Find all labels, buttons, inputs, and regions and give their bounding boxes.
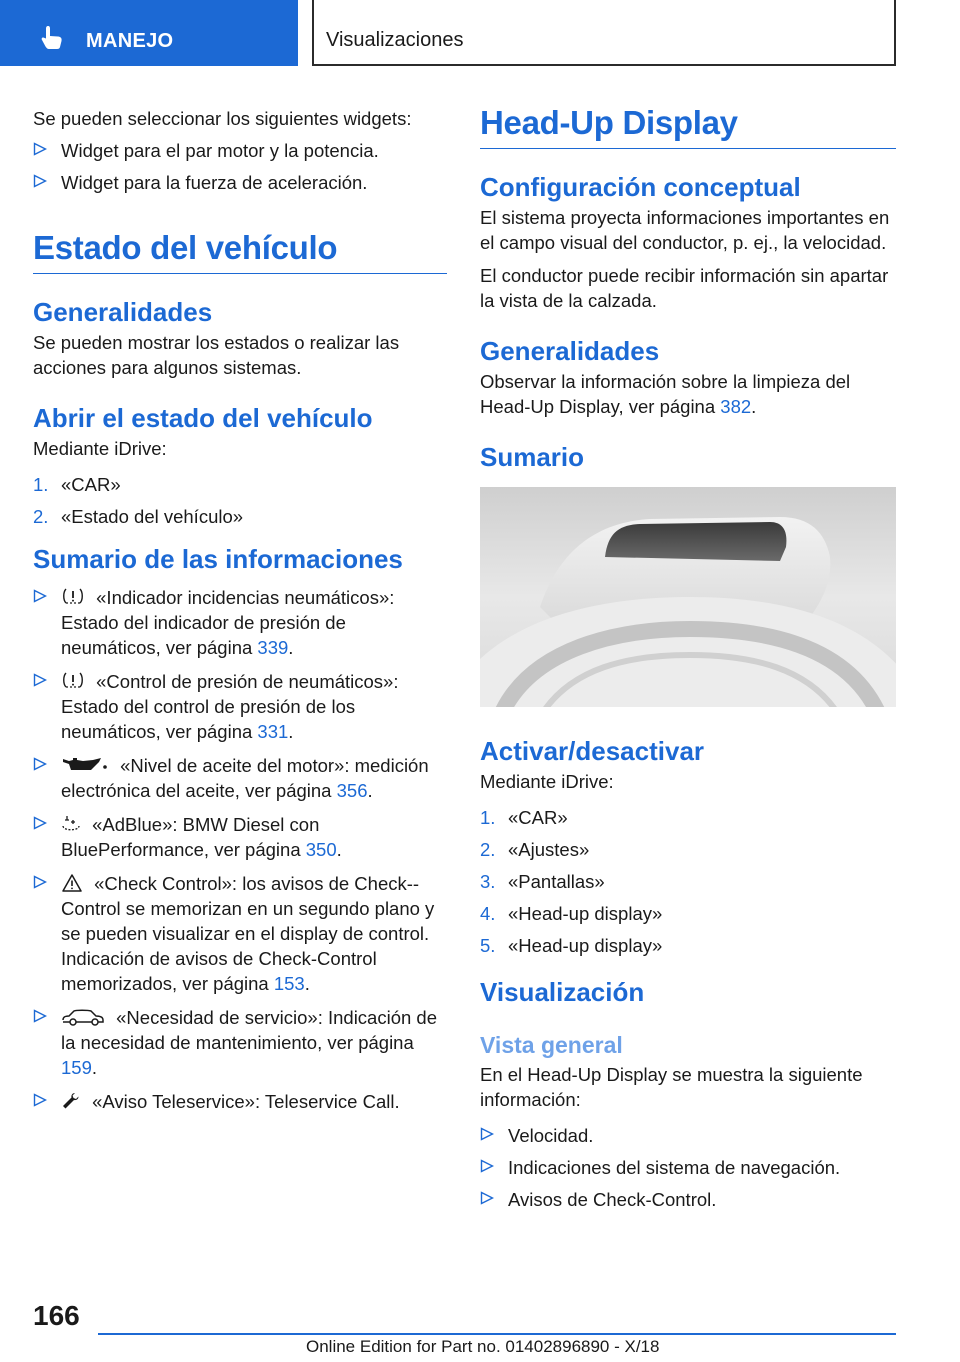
overview-item-text: Velocidad. xyxy=(508,1125,594,1146)
wrench-icon xyxy=(61,1091,81,1111)
step-text: «Ajustes» xyxy=(508,839,590,860)
info-text: «Check Control»: los avisos de Check--Control se memorizan en un segundo plano y se pueden visualizar en el display de control. Indicación de avisos de Check-Control memorizados, ver página xyxy=(61,873,435,994)
triangle-bullet-icon xyxy=(33,816,47,830)
step-number: 1. xyxy=(480,807,496,828)
heading-general: Generalidades xyxy=(33,297,213,327)
list-item xyxy=(33,170,447,195)
footer-divider xyxy=(98,1333,896,1335)
head-up-display-photo xyxy=(480,487,896,707)
list-item xyxy=(480,1123,896,1148)
list-item: «Nivel de aceite del motor»: medición electrónica del aceite, ver página 356. xyxy=(33,753,447,803)
step-text: «CAR» xyxy=(61,474,121,495)
page-link[interactable]: 350 xyxy=(305,839,337,860)
widget-text: Widget para la fuerza de aceleración. xyxy=(61,172,368,193)
heading-summary: Sumario xyxy=(480,442,585,472)
step-number: 5. xyxy=(480,935,496,956)
triangle-bullet-icon xyxy=(33,1093,47,1107)
triangle-bullet-icon xyxy=(33,757,47,771)
tire-pressure-control-icon xyxy=(61,671,85,691)
heading-activate: Activar/desactivar xyxy=(480,736,705,766)
step-text: «Head-up display» xyxy=(508,935,663,956)
heading-overview: Vista general xyxy=(480,1032,623,1058)
info-text: «AdBlue»: BMW Diesel con BluePerformance, ver página xyxy=(61,814,320,860)
chapter-tab[interactable] xyxy=(312,0,896,66)
heading-general: Generalidades xyxy=(480,336,660,366)
info-text: «Nivel de aceite del motor»: medición electrónica del aceite, ver página xyxy=(61,755,429,801)
step-text: «CAR» xyxy=(508,807,568,828)
info-text: «Necesidad de servicio»: Indicación de la necesidad de mantenimiento, ver página xyxy=(61,1007,437,1053)
page-link[interactable]: 159 xyxy=(61,1057,92,1078)
step-item xyxy=(480,933,896,958)
page-link[interactable]: 339 xyxy=(257,637,289,658)
activate-text: Mediante iDrive: xyxy=(480,771,614,792)
step-text: «Estado del vehículo» xyxy=(61,506,244,527)
tire-pressure-warning-icon xyxy=(61,587,85,607)
heading-open-status: Abrir el estado del vehículo xyxy=(33,403,373,433)
info-text: «Indicador incidencias neumáticos»: Estado del indicador de presión de neumáticos, ver página xyxy=(61,587,395,658)
step-text: «Pantallas» xyxy=(508,871,605,892)
list-item xyxy=(480,1187,896,1212)
heading-concept: Configuración conceptual xyxy=(480,172,801,202)
info-list xyxy=(33,585,447,1114)
left-column xyxy=(33,100,447,1123)
step-number: 4. xyxy=(480,903,496,924)
heading-display: Visualización xyxy=(480,977,645,1007)
heading-vehicle-status: Estado del vehículo xyxy=(33,229,447,274)
concept-text-1: El sistema proyecta informaciones importantes en el campo visual del conductor, p. ej., la velocidad. xyxy=(480,207,890,253)
service-car-icon xyxy=(61,1007,105,1027)
list-item xyxy=(33,138,447,163)
overview-item-text: Avisos de Check-Control. xyxy=(508,1189,717,1210)
general-text: Observar la información sobre la limpieza del Head-Up Display, ver página 382. xyxy=(480,371,851,417)
page-link[interactable]: 382 xyxy=(720,396,752,417)
adblue-icon xyxy=(61,814,81,834)
page-number: 166 xyxy=(33,1300,80,1331)
triangle-bullet-icon xyxy=(33,174,47,188)
list-item: «AdBlue»: BMW Diesel con BluePerformance, ver página 350. xyxy=(33,812,447,862)
step-item xyxy=(480,869,896,894)
step-number: 2. xyxy=(33,506,49,527)
step-number: 1. xyxy=(33,474,49,495)
widget-text: Widget para el par motor y la potencia. xyxy=(61,140,379,161)
info-text: «Control de presión de neumáticos»: Estado del control de presión de los neumáticos, ver página xyxy=(61,671,399,742)
general-text-body: Observar la información sobre la limpieza del Head-Up Display, ver página xyxy=(480,371,851,417)
list-item: «Indicador incidencias neumáticos»: Estado del indicador de presión de neumáticos, ver página 339. xyxy=(33,585,447,660)
triangle-bullet-icon xyxy=(33,142,47,156)
overview-item-text: Indicaciones del sistema de navegación. xyxy=(508,1157,841,1178)
warning-triangle-icon xyxy=(61,873,83,893)
step-text: «Head-up display» xyxy=(508,903,663,924)
page-link[interactable]: 153 xyxy=(273,973,305,994)
list-item xyxy=(480,1155,896,1180)
step-item xyxy=(480,805,896,830)
list-item: «Control de presión de neumáticos»: Estado del control de presión de los neumáticos, ver página 331. xyxy=(33,669,447,744)
oil-can-icon xyxy=(61,755,109,775)
hand-pointer-icon xyxy=(40,24,66,50)
list-item: «Necesidad de servicio»: Indicación de la necesidad de mantenimiento, ver página 159. xyxy=(33,1005,447,1080)
step-item xyxy=(480,837,896,862)
section-tab[interactable] xyxy=(0,0,298,66)
list-item xyxy=(33,1089,447,1114)
overview-text: En el Head-Up Display se muestra la siguiente información: xyxy=(480,1064,863,1110)
page-link[interactable]: 356 xyxy=(336,780,368,801)
step-number: 2. xyxy=(480,839,496,860)
concept-text-2: El conductor puede recibir información sin apartar la vista de la calzada. xyxy=(480,265,889,311)
general-text: Se pueden mostrar los estados o realizar las acciones para algunos sistemas. xyxy=(33,332,400,378)
heading-info-summary: Sumario de las informaciones xyxy=(33,544,403,574)
step-item xyxy=(33,504,447,529)
list-item: «Check Control»: los avisos de Check--Control se memorizan en un segundo plano y se pueden visualizar en el display de control. Indicación de avisos de Check-Control memorizados, ver página 153. xyxy=(33,871,447,996)
page-link[interactable]: 331 xyxy=(257,721,289,742)
chapter-label: Visualizaciones xyxy=(326,29,464,51)
activate-steps xyxy=(480,805,896,958)
section-label: MANEJO xyxy=(86,30,174,52)
widgets-intro: Se pueden seleccionar los siguientes widgets: xyxy=(33,108,412,129)
triangle-bullet-icon xyxy=(33,875,47,889)
triangle-bullet-icon xyxy=(480,1127,494,1141)
heading-head-up-display: Head-Up Display xyxy=(480,104,896,149)
step-item xyxy=(33,472,447,497)
triangle-bullet-icon xyxy=(480,1191,494,1205)
footer-edition: Online Edition for Part no. 01402896890 - X/18 xyxy=(306,1337,660,1356)
triangle-bullet-icon xyxy=(480,1159,494,1173)
widget-list xyxy=(33,138,447,195)
right-column xyxy=(480,100,896,1219)
triangle-bullet-icon xyxy=(33,1009,47,1023)
overview-list xyxy=(480,1123,896,1212)
step-item xyxy=(480,901,896,926)
step-number: 3. xyxy=(480,871,496,892)
triangle-bullet-icon xyxy=(33,673,47,687)
info-text: «Aviso Teleservice»: Teleservice Call. xyxy=(92,1091,400,1112)
open-steps xyxy=(33,472,447,529)
triangle-bullet-icon xyxy=(33,589,47,603)
open-status-text: Mediante iDrive: xyxy=(33,438,167,459)
